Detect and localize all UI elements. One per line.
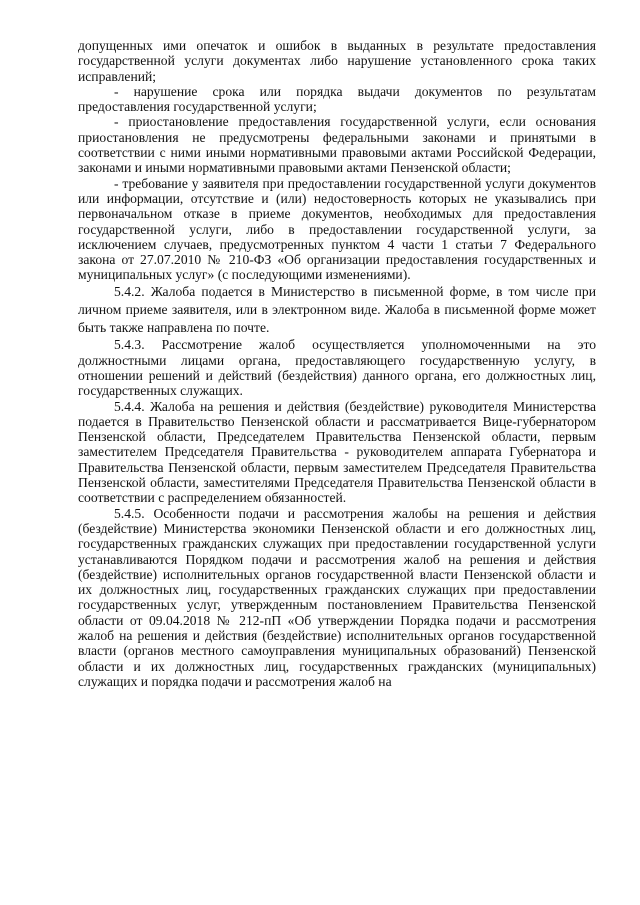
paragraph-2: - нарушение срока или порядка выдачи документов по результатам предоставления государственной услуги; (78, 83, 596, 115)
paragraph-5-4-2: 5.4.2. Жалоба подается в Министерство в письменной форме, в том числе при личном приеме заявителя, или в электронном виде. Жалоба в письменной форме может быть также направлена по почте. (78, 283, 596, 336)
paragraph-5-4-3: 5.4.3. Рассмотрение жалоб осуществляется уполномоченными на это должностными лицами органа, предоставляющего государственную услугу, в отношении решений и действий (бездействия) данного органа, его должностных лиц, государственных служащих. (78, 337, 596, 399)
paragraph-1: допущенных ими опечаток и ошибок в выданных в результате предоставления государственной услуги документах либо нарушение установленного срока таких исправлений; (78, 38, 596, 84)
paragraph-5-4-4: 5.4.4. Жалоба на решения и действия (бездействие) руководителя Министерства подается в Правительство Пензенской области и рассматривается Вице-губернатором Пензенской области, Председателем Правительства Пензенской области, первым заместителем Председателя Правительства - руководителем аппарата Губернатора и Правительства Пензенской области, первым заместителем Председателя Правительства Пензенской области, заместителями Председателя Правительства Пензенской области в соответствии с распределением обязанностей. (78, 398, 596, 506)
paragraph-4: - требование у заявителя при предоставлении государственной услуги документов или информации, отсутствие и (или) недостоверность которых не указывались при первоначальном отказе в приеме документов, необходимых для предоставления государственной услуги, либо в предоставлении государственной услуги, за исключением случаев, предусмотренных пунктом 4 части 1 статьи 7 Федерального закона от 27.07.2010 № 210-ФЗ «Об организации предоставления государственных и муниципальных услуг» (с последующими изменениями). (78, 175, 596, 283)
paragraph-3: - приостановление предоставления государственной услуги, если основания приостановления не предусмотрены федеральными законами и принятыми в соответствии с ними иными нормативными правовыми актами Российской Федерации, законами и иными нормативными правовыми актами Пензенской области; (78, 114, 596, 176)
paragraph-5-4-5: 5.4.5. Особенности подачи и рассмотрения жалобы на решения и действия (бездействие) Министерства экономики Пензенской области и его должностных лиц, государственных гражданских служащих при предоставлении государственной услуги устанавливаются Порядком подачи и рассмотрения жалоб на решения и действия (бездействие) исполнительных органов государственной власти Пензенской области и их должностных лиц, государственных гражданских служащих при предоставлении государственных услуг, утвержденным постановлением Правительства Пензенской области от 09.04.2018 № 212-пП «Об утверждении Порядка подачи и рассмотрения жалоб на решения и действия (бездействие) исполнительных органов государственной власти (органов местного самоуправления муниципальных образований) Пензенской области и их должностных лиц, государственных гражданских (муниципальных) служащих и порядка подачи и рассмотрения жалоб на (78, 505, 596, 689)
